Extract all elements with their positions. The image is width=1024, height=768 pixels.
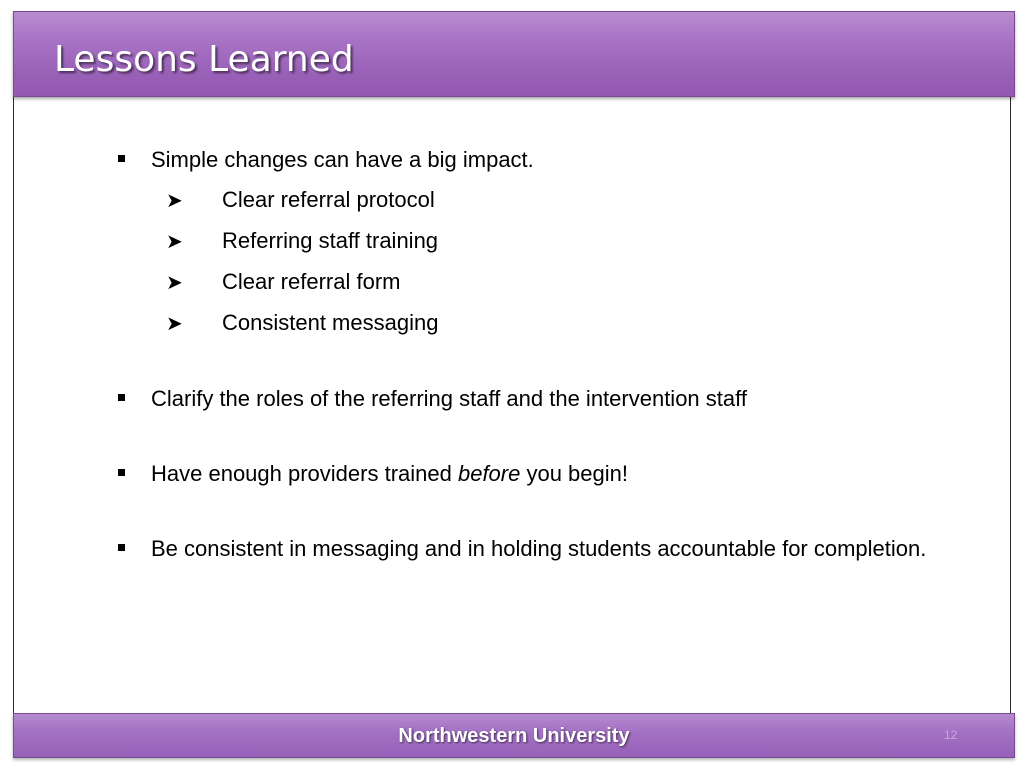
- slide-frame: [13, 11, 1011, 758]
- arrow-bullet-icon: ➤: [166, 229, 183, 253]
- bullet-text-before: Have enough providers trained: [151, 461, 458, 486]
- arrow-bullet-icon: ➤: [166, 311, 183, 335]
- arrow-bullet-icon: ➤: [166, 270, 183, 294]
- sub-item-text: Referring staff training: [222, 228, 439, 253]
- sub-item-text: Clear referral form: [222, 269, 401, 294]
- footer-bar: [13, 713, 1015, 758]
- slide-title: Lessons Learned: [54, 39, 354, 80]
- bullet-text: Be consistent in messaging and in holding students accountable for completion.: [151, 536, 927, 561]
- bullet-text-emphasis: before: [457, 461, 521, 486]
- page-number: 12: [944, 728, 958, 742]
- footer-text: Northwestern University: [398, 725, 630, 747]
- arrow-bullet-icon: ➤: [166, 188, 183, 212]
- title-bar: [13, 11, 1015, 97]
- bullet-text: Clarify the roles of the referring staff and the intervention staff: [151, 386, 747, 411]
- sub-item-text: Consistent messaging: [222, 310, 439, 335]
- bullet-text-after: you begin!: [520, 461, 628, 486]
- sub-item-text: Clear referral protocol: [222, 187, 435, 212]
- bullet-text: Simple changes can have a big impact.: [151, 147, 534, 172]
